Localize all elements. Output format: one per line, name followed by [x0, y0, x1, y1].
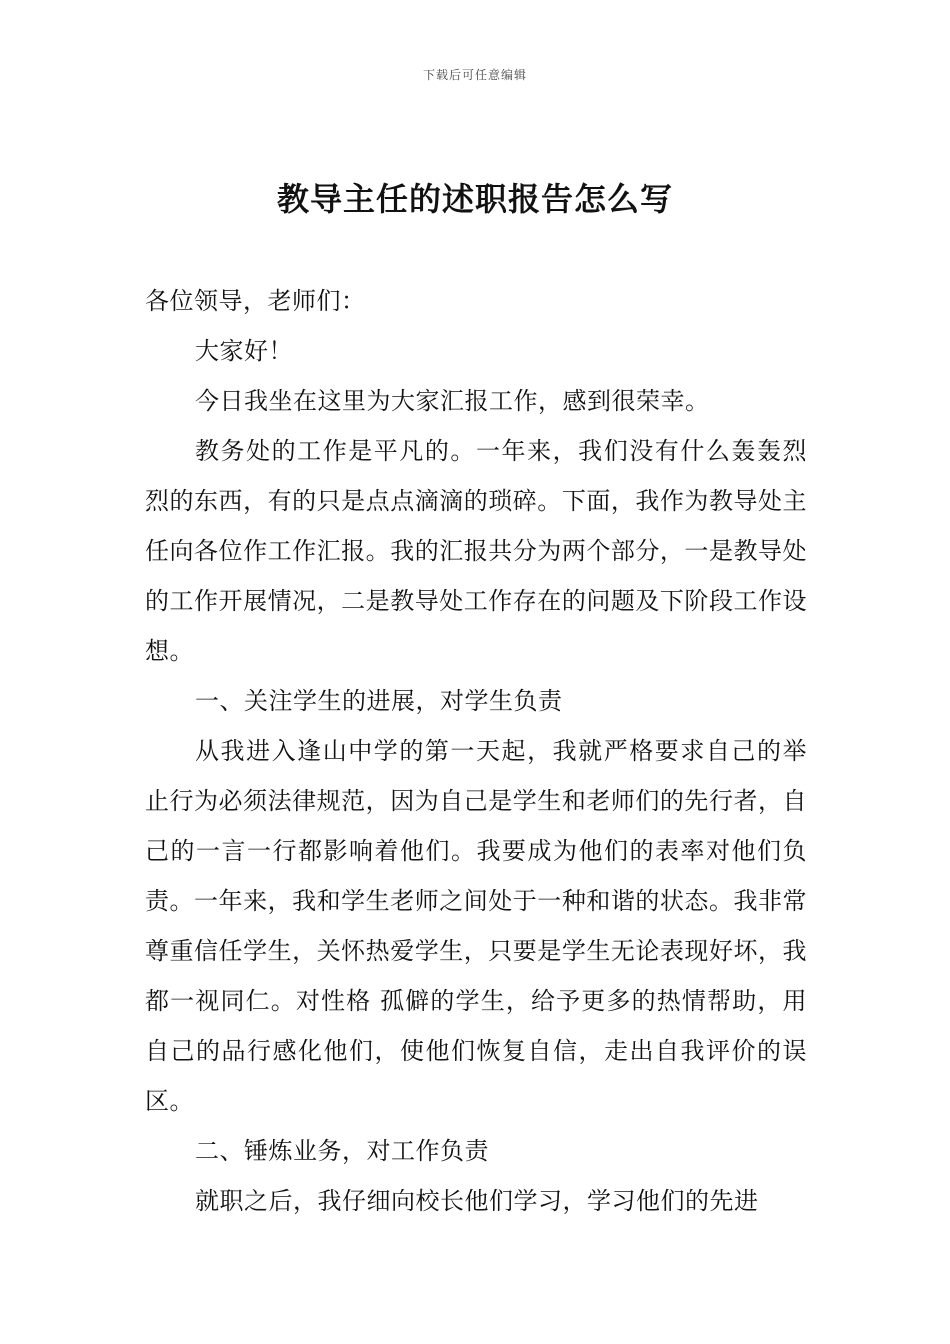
paragraph-section-1: 从我进入逢山中学的第一天起，我就严格要求自己的举止行为必须法律规范，因为自己是学生和老师们的先行者，自己的一言一行都影响着他们。我要成为他们的表率对他们负责。一年来，我和学生老师之间处于一种和谐的状态。我非常尊重信任学生，关怀热爱学生，只要是学生无论表现好坏，我都一视同仁。对性格 孤僻的学生，给予更多的热情帮助，用自己的品行感化他们，使他们恢复自信，走出自我评价的误区。 — [145, 737, 807, 1115]
salutation: 各位领导，老师们： — [145, 287, 366, 315]
section-heading-1: 一、关注学生的进展，对学生负责 — [195, 687, 563, 715]
section-heading-2: 二、锤炼业务，对工作负责 — [195, 1137, 489, 1165]
document-title: 教导主任的述职报告怎么写 — [276, 180, 673, 218]
paragraph-greeting: 大家好！ — [195, 337, 293, 365]
document-body — [145, 276, 807, 1226]
paragraph-section-2: 就职之后，我仔细向校长他们学习，学习他们的先进 — [195, 1187, 759, 1215]
paragraph-intro: 今日我坐在这里为大家汇报工作，感到很荣幸。 — [195, 387, 710, 415]
paragraph-overview: 教务处的工作是平凡的。一年来，我们没有什么轰轰烈烈的东西，有的只是点点滴滴的琐碎。下面，我作为教导处主任向各位作工作汇报。我的汇报共分为两个部分，一是教导处的工作开展情况，二是教导处工作存在的问题及下阶段工作设想。 — [145, 437, 807, 665]
header-note: 下载后可任意编辑 — [422, 68, 527, 82]
